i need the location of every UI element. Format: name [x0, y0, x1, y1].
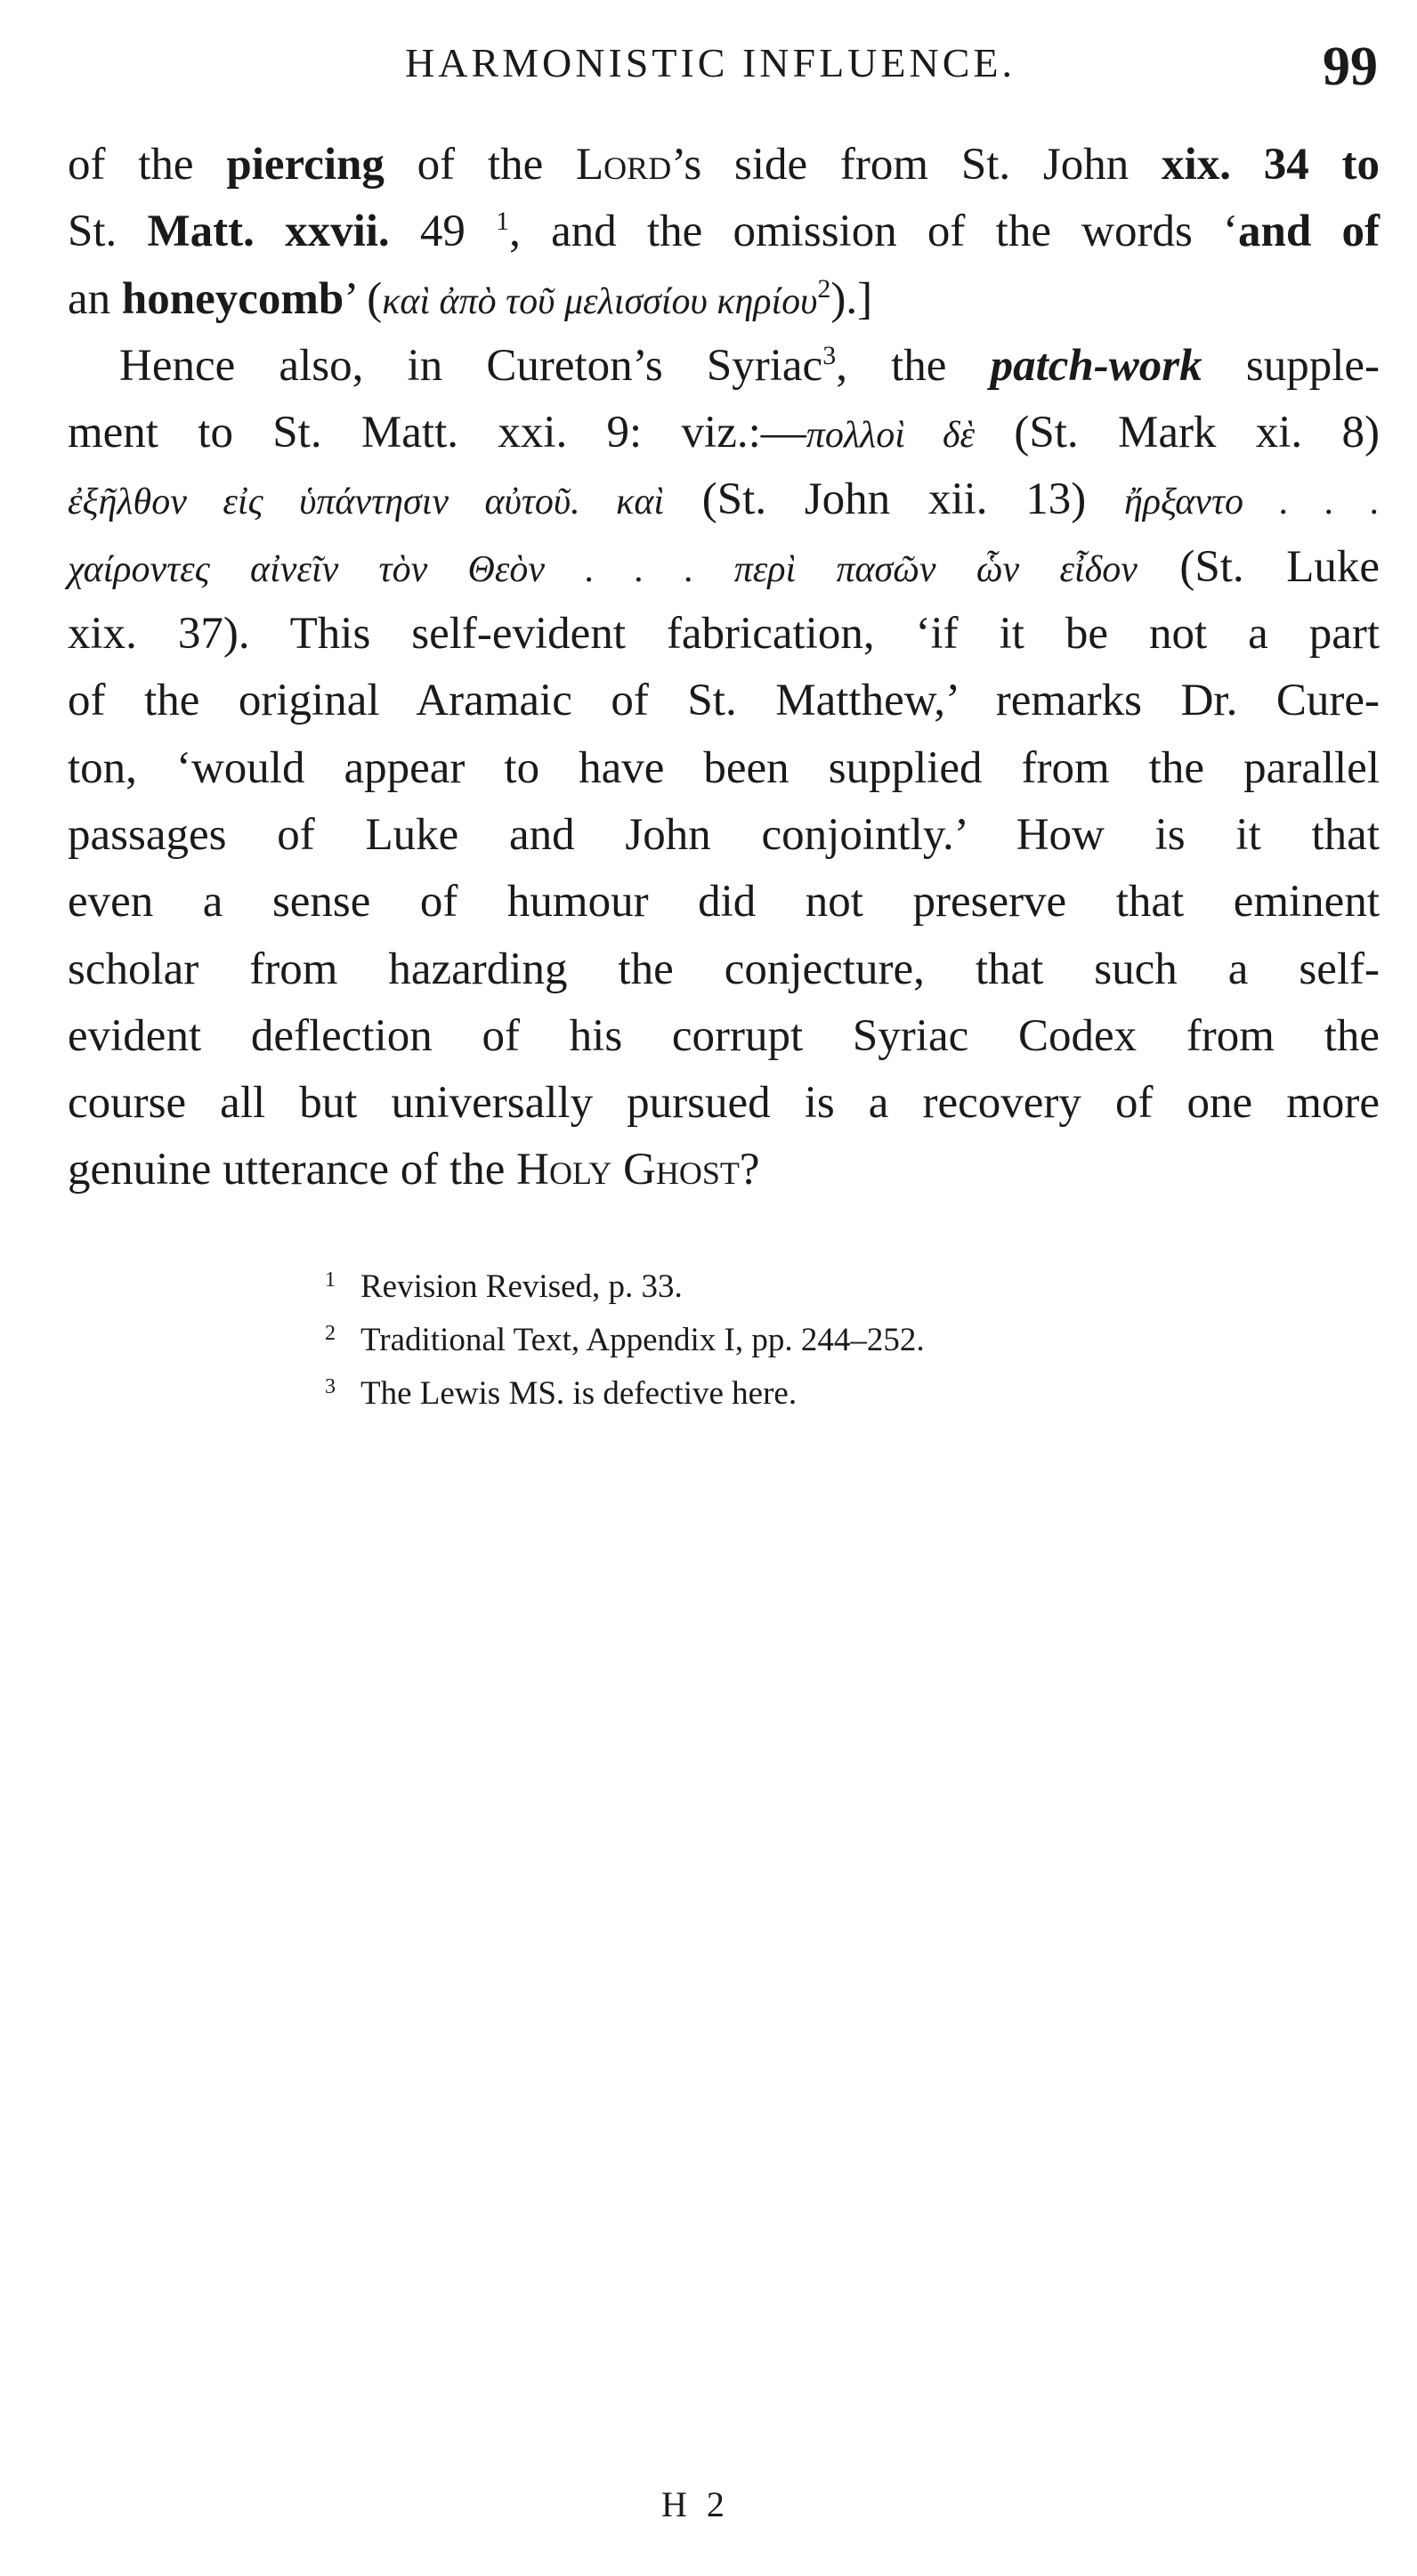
text-line: ton, ‘would appear to have been supplied from the parallel: [68, 742, 1380, 793]
small-caps-text: Holy Ghost: [516, 1145, 740, 1195]
emphasis-text: piercing: [226, 140, 385, 190]
text-line: [68, 534, 1380, 601]
text-run: of the: [384, 140, 577, 190]
text-run: ’ (: [344, 273, 383, 324]
text-line: course all but universally pursued is a recovery of one more: [68, 1078, 1380, 1129]
footnote: [325, 1310, 925, 1364]
text-line: of the original Aramaic of St. Matthew,’ remarks Dr. Cure-: [68, 676, 1380, 726]
text-run: supple-: [1202, 340, 1380, 391]
page-number: 99: [1323, 36, 1378, 97]
text-run: of the: [68, 140, 227, 190]
text-line: [68, 400, 1380, 466]
text-line: passages of Luke and John conjointly.’ How is it that: [68, 809, 1380, 860]
text-run: , the: [836, 340, 991, 391]
greek-text: ἤρξαντο . . .: [1124, 482, 1381, 523]
text-line: xix. 37). This self-evident fabrication, ‘if it be not a part: [68, 609, 1380, 660]
text-run: an: [68, 273, 122, 324]
text-line: [68, 266, 1380, 333]
small-caps-text: Lord: [576, 140, 672, 190]
text-run: ’s side from St. John: [671, 140, 1162, 190]
text-run: (St. Mark xi. 8): [975, 408, 1380, 458]
text-run: (St. Luke: [1137, 541, 1380, 592]
text-line: [68, 333, 1380, 400]
greek-text: καὶ ἀπὸ τοῦ μελισσίου κηρίου: [382, 280, 818, 322]
footnote-ref: 3: [822, 340, 837, 370]
footnote-mark: 2: [325, 1322, 336, 1345]
italic-text: patch-work: [990, 340, 1202, 391]
signature-mark: H 2: [661, 2484, 730, 2524]
text-line: [68, 466, 1380, 533]
footnote-ref: 1: [496, 207, 510, 237]
footnote-text: Revision Revised, p. 33.: [360, 1268, 683, 1305]
text-line: even a sense of humour did not preserve that eminent: [68, 877, 1380, 928]
footnote: [325, 1364, 925, 1417]
footnote-ref: 2: [817, 273, 831, 304]
footnote-text: Traditional Text, Appendix I, pp. 244–252.: [360, 1322, 925, 1358]
footnote-mark: 1: [325, 1268, 336, 1292]
text-run: (St. John xii. 13): [664, 474, 1125, 525]
text-run: Hence also, in Cureton’s Syriac: [119, 340, 823, 391]
greek-text: ἐξῆλθον εἰς ὑπάντησιν αὐτοῦ. καὶ: [68, 482, 665, 523]
emphasis-text: honeycomb: [121, 273, 344, 324]
footnotes: [325, 1257, 925, 1417]
text-run: 49: [389, 207, 497, 257]
emphasis-text: xix. 34 to: [1162, 140, 1380, 190]
text-line: [68, 132, 1380, 198]
emphasis-text: and of: [1238, 207, 1380, 257]
footnote-text: The Lewis MS. is defective here.: [360, 1375, 798, 1412]
text-line: evident deflection of his corrupt Syriac Codex from the: [68, 1010, 1380, 1061]
text-line: [68, 198, 1380, 265]
body-text: [68, 132, 1380, 1204]
greek-text: πολλοὶ δὲ: [806, 415, 976, 457]
text-line: [68, 1137, 1380, 1203]
greek-text: χαίροντες αἰνεῖν τὸν Θεὸν . . . περὶ πασῶν ὧν εἶδον: [68, 548, 1138, 590]
emphasis-text: Matt. xxvii.: [147, 207, 390, 257]
text-run: ment to St. Matt. xxi. 9: viz.:—: [68, 408, 806, 458]
text-run: ).]: [830, 273, 873, 324]
text-run: genuine utterance of the: [68, 1145, 517, 1195]
text-run: St.: [68, 207, 148, 257]
running-head-title: HARMONISTIC INFLUENCE.: [405, 40, 1016, 85]
text-run: ?: [739, 1145, 760, 1195]
text-run: , and the omission of the words ‘: [509, 207, 1239, 257]
footnote: [325, 1257, 925, 1310]
footnote-mark: 3: [325, 1375, 336, 1398]
text-line: scholar from hazarding the conjecture, that such a self-: [68, 944, 1380, 994]
running-head: [0, 36, 1417, 107]
